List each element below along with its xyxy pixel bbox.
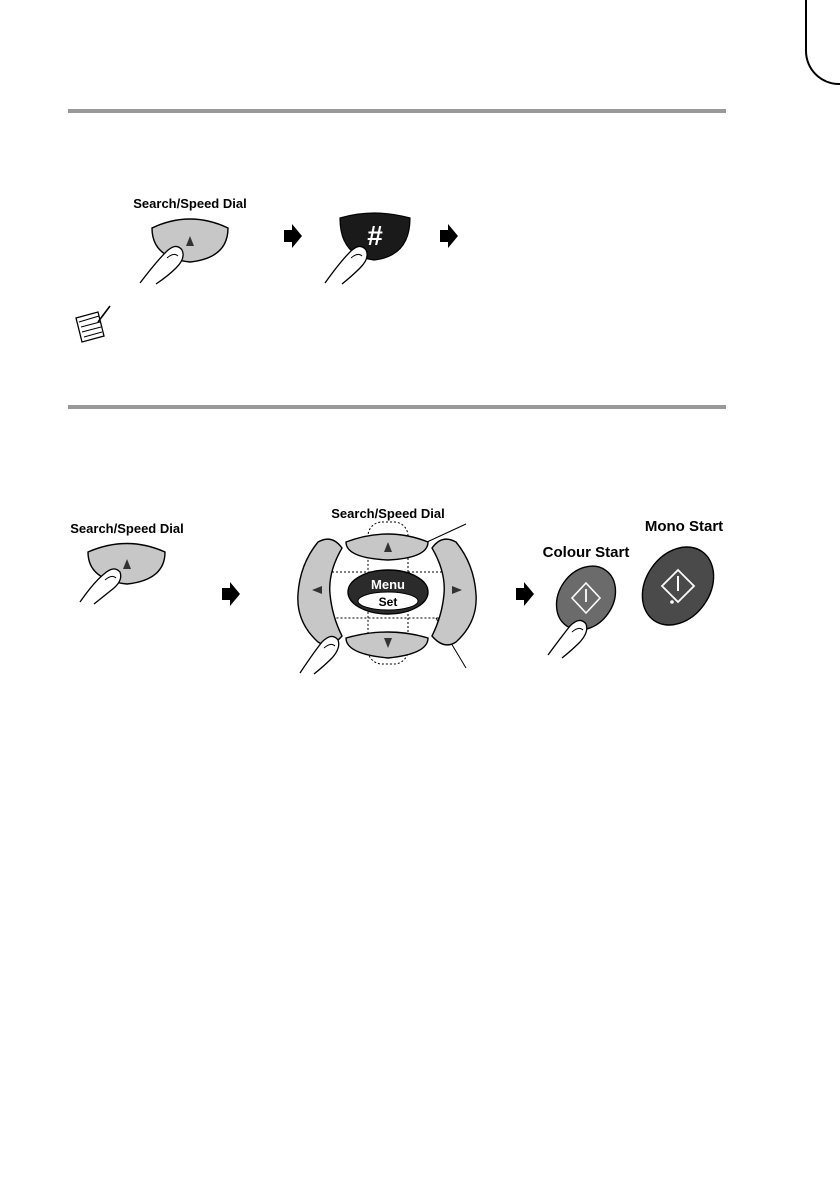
down-key[interactable] — [346, 632, 428, 658]
menu-label: Menu — [371, 577, 405, 592]
menu-set-key[interactable] — [348, 570, 428, 614]
hash-key-label: # — [367, 220, 383, 251]
set-label: Set — [378, 595, 398, 609]
section-divider-2 — [68, 405, 726, 409]
arrow-right-icon — [284, 224, 302, 248]
mono-start-label: Mono Start — [644, 518, 724, 535]
arrow-right-icon — [440, 224, 458, 248]
finger-icon — [325, 246, 367, 284]
note-pad-icon — [76, 306, 110, 342]
search-speed-dial-label: Search/Speed Dial — [70, 521, 184, 536]
arrow-right-icon — [222, 582, 240, 606]
mono-start-key[interactable] — [628, 533, 729, 639]
search-speed-dial-label: Search/Speed Dial — [133, 196, 247, 211]
section-two-illustration — [0, 490, 840, 690]
up-key[interactable] — [346, 534, 428, 560]
section-one-illustration — [0, 0, 840, 300]
colour-start-label: Colour Start — [542, 544, 630, 561]
search-speed-dial-pad-label: Search/Speed Dial — [331, 506, 445, 521]
left-key[interactable] — [298, 539, 342, 645]
arrow-right-icon — [516, 582, 534, 606]
right-key[interactable] — [432, 539, 476, 645]
